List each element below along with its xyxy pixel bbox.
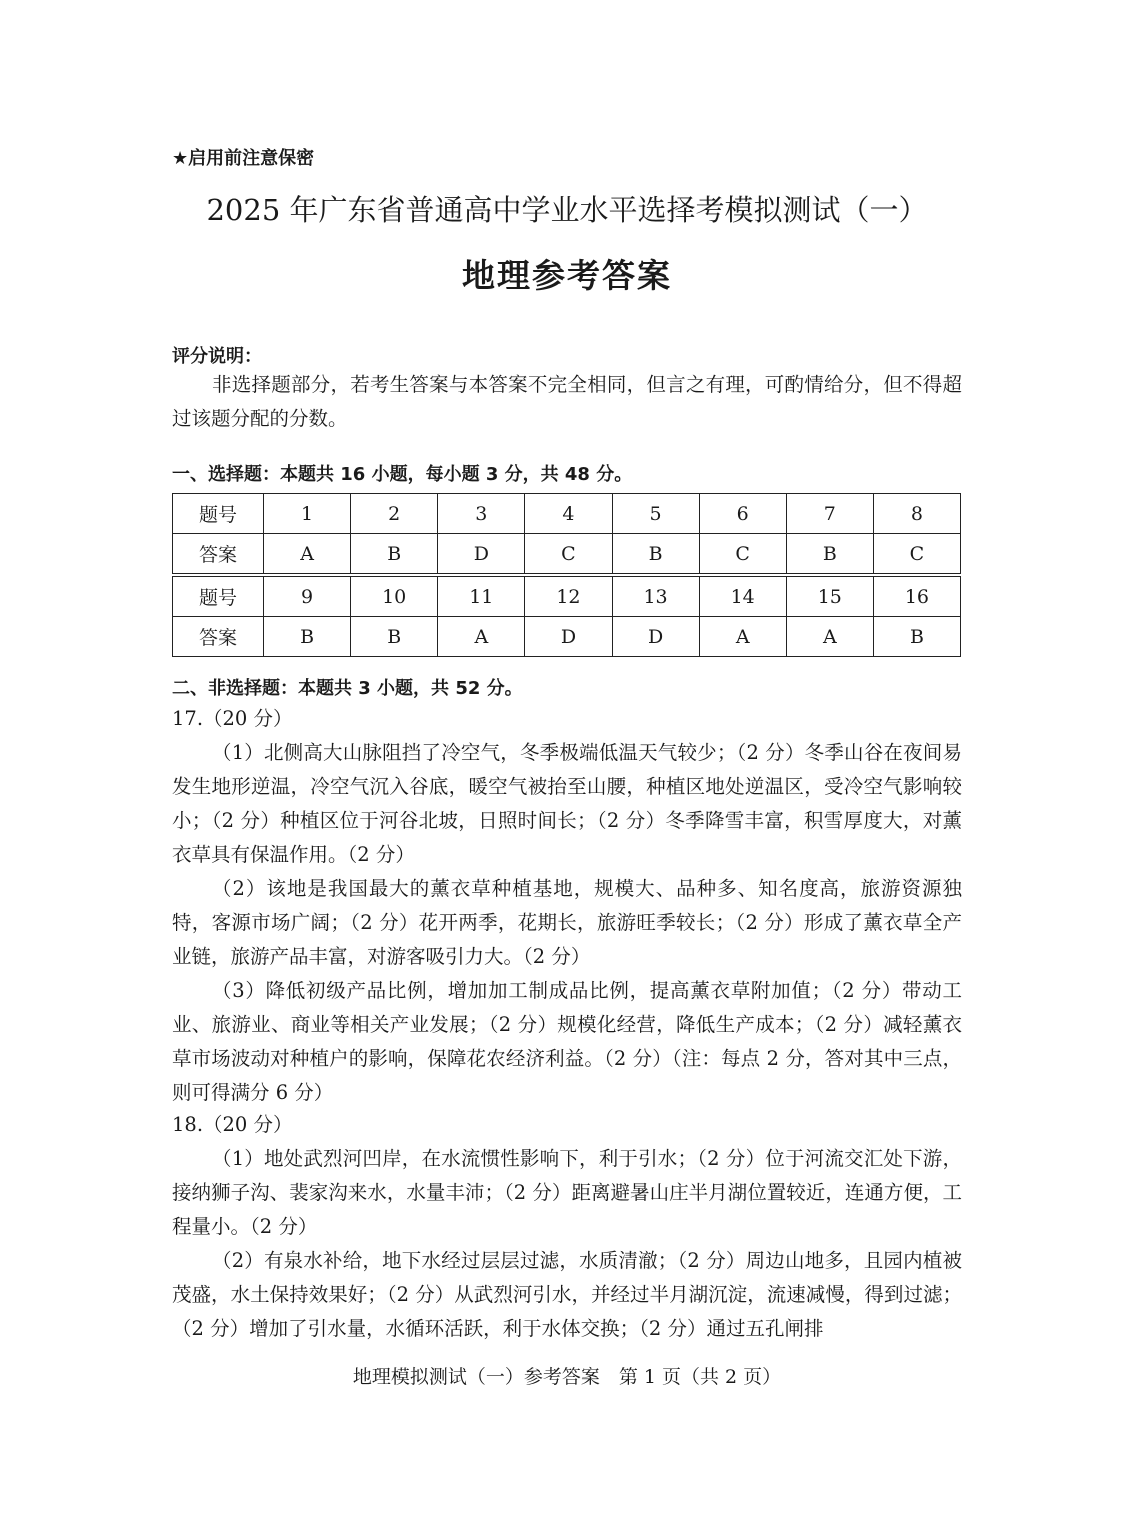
grading-notes-text: 非选择题部分，若考生答案与本答案不完全相同，但言之有理，可酌情给分，但不得超过该题分配的分数。 [172, 373, 962, 430]
answer-cell: B [351, 617, 438, 657]
question-17-part1: （1）北侧高大山脉阻挡了冷空气，冬季极端低温天气较少；（2 分）冬季山谷在夜间易发生地形逆温，冷空气沉入谷底，暖空气被抬至山腰，种植区地处逆温区，受冷空气影响较小；（2 分）种植区位于河谷北坡，日照时间长；（2 分）冬季降雪丰富，积雪厚度大，对薰衣草具有保温作用。（2 分） [172, 741, 962, 866]
document-subtitle: 地理参考答案 [462, 256, 672, 295]
confidential-notice: ★启用前注意保密 [172, 148, 315, 169]
question-number-cell: 5 [612, 494, 699, 534]
question-number-cell: 16 [873, 575, 960, 617]
question-number-cell: 10 [351, 575, 438, 617]
question-number-cell: 6 [699, 494, 786, 534]
question-number-cell: 14 [699, 575, 786, 617]
question-number-cell: 11 [438, 575, 525, 617]
question-17-title: 17.（20 分） [172, 707, 293, 730]
answer-cell: D [438, 534, 525, 576]
answer-cell: C [525, 534, 612, 576]
answer-cell: B [786, 534, 873, 576]
question-number-cell: 15 [786, 575, 873, 617]
question-number-cell: 8 [873, 494, 960, 534]
answer-table [172, 493, 961, 657]
grading-notes-heading: 评分说明： [172, 346, 262, 367]
question-18-part2: （2）有泉水补给，地下水经过层层过滤，水质清澈；（2 分）周边山地多，且园内植被茂盛，水土保持效果好；（2 分）从武烈河引水，并经过半月湖沉淀，流速减慢，得到过滤；（2 分）增加了引水量，水循环活跃，利于水体交换；（2 分）通过五孔闸排 [172, 1249, 962, 1340]
question-18-part1: （1）地处武烈河凹岸，在水流惯性影响下，利于引水；（2 分）位于河流交汇处下游，接纳狮子沟、裴家沟来水，水量丰沛；（2 分）距离避暑山庄半月湖位置较近，连通方便，工程量小。（2 分） [172, 1147, 962, 1238]
answer-cell: A [438, 617, 525, 657]
answer-cell: D [612, 617, 699, 657]
exam-title: 2025 年广东省普通高中学业水平选择考模拟测试（一） [206, 193, 928, 227]
answer-cell: B [873, 617, 960, 657]
answer-cell: A [786, 617, 873, 657]
section2-heading: 二、非选择题：本题共 3 小题，共 52 分。 [172, 678, 523, 699]
question-number-cell: 4 [525, 494, 612, 534]
answer-row [173, 534, 961, 576]
answer-cell: C [873, 534, 960, 576]
question-number-cell: 13 [612, 575, 699, 617]
question-17-part2: （2）该地是我国最大的薰衣草种植基地，规模大、品种多、知名度高，旅游资源独特，客源市场广阔；（2 分）花开两季，花期长，旅游旺季较长；（2 分）形成了薰衣草全产业链，旅游产品丰富，对游客吸引力大。（2 分） [172, 877, 962, 968]
answer-cell: D [525, 617, 612, 657]
question-17-part3: （3）降低初级产品比例，增加加工制成品比例，提高薰衣草附加值；（2 分）带动工业、旅游业、商业等相关产业发展；（2 分）规模化经营，降低生产成本；（2 分）减轻薰衣草市场波动对种植户的影响，保障花农经济利益。（2 分）（注：每点 2 分，答对其中三点，则可得满分 6 分） [172, 979, 962, 1104]
question-number-cell: 9 [264, 575, 351, 617]
answer-cell: B [351, 534, 438, 576]
answer-cell: A [264, 534, 351, 576]
answer-cell: A [699, 617, 786, 657]
row-label-question-number: 题号 [173, 575, 264, 617]
question-number-cell: 7 [786, 494, 873, 534]
question-number-cell: 12 [525, 575, 612, 617]
question-18-title: 18.（20 分） [172, 1113, 293, 1136]
row-label-answer: 答案 [173, 534, 264, 576]
row-label-question-number: 题号 [173, 494, 264, 534]
answer-cell: B [264, 617, 351, 657]
page-footer: 地理模拟测试（一）参考答案 第 1 页（共 2 页） [352, 1366, 782, 1388]
answer-cell: B [612, 534, 699, 576]
question-number-row [173, 494, 961, 534]
answer-row [173, 617, 961, 657]
section1-heading: 一、选择题：本题共 16 小题，每小题 3 分，共 48 分。 [172, 464, 633, 485]
question-number-cell: 2 [351, 494, 438, 534]
row-label-answer: 答案 [173, 617, 264, 657]
answer-cell: C [699, 534, 786, 576]
question-number-cell: 1 [264, 494, 351, 534]
question-number-row [173, 575, 961, 617]
question-number-cell: 3 [438, 494, 525, 534]
